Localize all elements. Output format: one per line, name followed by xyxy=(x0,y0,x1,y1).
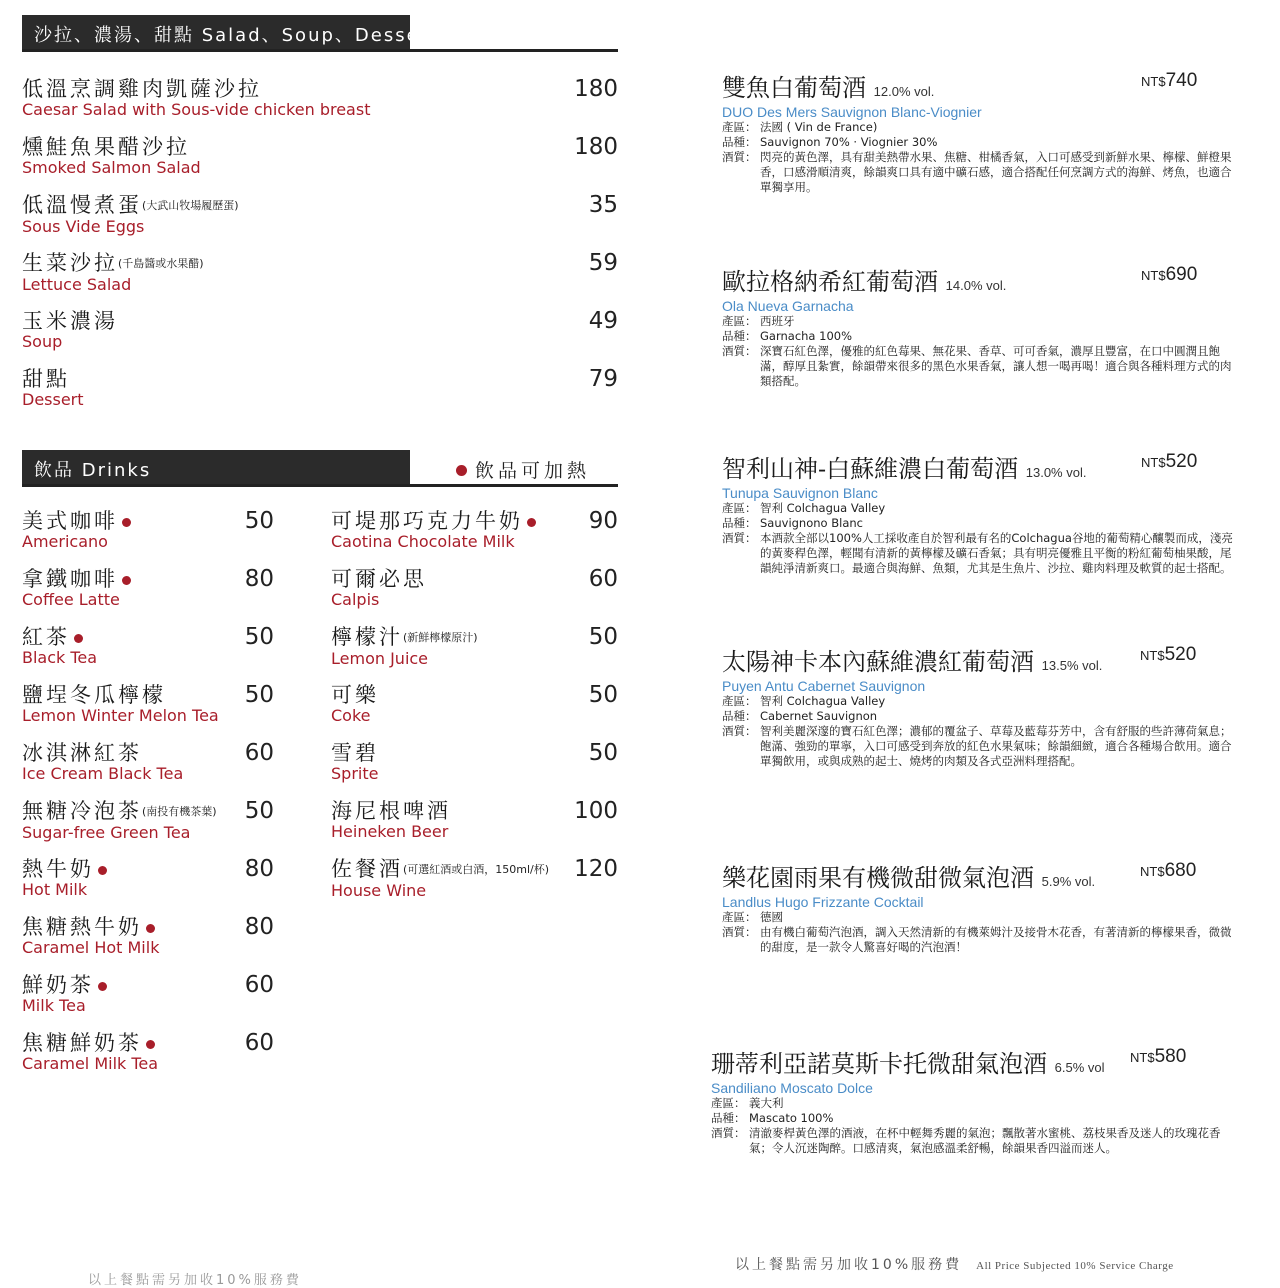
drink-name-zh-text: 佐餐酒 xyxy=(331,857,403,881)
wine-price-value: 520 xyxy=(1164,644,1197,665)
wine-detail-value: 智利美麗深邃的寶石紅色澤；濃郁的覆盆子、草莓及藍莓芬芳中，含有舒服的些許薄荷氣息；飽滿、強勁的單寧，入口可感受到奔放的紅色水果氣味；餘韻細緻，適合各種場合飲用。適合單獨飲用，或與成熟的起士、燒烤的肉類及各式亞洲料理搭配。 xyxy=(760,724,1232,768)
wine-detail-value: Sauvignono Blanc xyxy=(760,516,863,530)
section-divider xyxy=(22,484,618,487)
drink-name-en: Sprite xyxy=(331,764,379,783)
hot-dot-icon xyxy=(98,982,107,991)
drink-name-zh-text: 焦糖鮮奶茶 xyxy=(22,1031,142,1055)
wine-item xyxy=(722,262,1242,389)
drink-price: 60 xyxy=(244,1030,274,1056)
wine-currency: NT$ xyxy=(1140,864,1165,879)
drink-name-en: Coffee Latte xyxy=(22,590,120,609)
hot-dot-icon xyxy=(122,576,131,585)
wine-name-text: 樂花園雨果有機微甜微氣泡酒 xyxy=(722,864,1034,892)
drink-name-zh-text: 鹽埕冬瓜檸檬 xyxy=(22,683,166,707)
wine-detail-row xyxy=(722,135,1242,150)
drink-price: 60 xyxy=(588,566,618,592)
drink-name-en: Milk Tea xyxy=(22,996,86,1015)
drink-item xyxy=(22,856,107,900)
drink-item xyxy=(331,682,379,726)
drink-item xyxy=(331,566,427,610)
wine-detail-value: Cabernet Sauvignon xyxy=(760,709,878,723)
menu-item xyxy=(22,134,201,178)
wine-name-en: Sandiliano Moscato Dolce xyxy=(711,1080,873,1096)
drink-name-zh-text: 海尼根啤酒 xyxy=(331,799,451,823)
wine-detail-label: 酒質： xyxy=(711,1126,746,1140)
service-charge-note xyxy=(735,1254,1174,1274)
menu-item xyxy=(22,308,118,352)
wine-detail-value: 本酒款全部以100%人工採收產自於智利最有名的Colchagua谷地的葡萄精心釀製而成，淺亮的黃麥稈色澤，輕聞有清新的黃檸檬及礦石香氣；具有明亮優雅且平衡的粉紅葡萄柚果酸，尾韻純淨清新爽口。最適合與海鮮、魚類，尤其是生魚片、沙拉、雞肉料理及軟質的起士搭配。 xyxy=(760,531,1233,575)
drink-item xyxy=(331,624,478,669)
wine-detail-row xyxy=(722,150,1242,195)
wine-detail-value: Mascato 100% xyxy=(749,1111,834,1125)
wine-abv: 14.0% vol. xyxy=(945,278,1007,293)
drink-name-zh xyxy=(331,682,379,708)
item-price: 180 xyxy=(574,134,618,160)
drink-item xyxy=(22,508,131,552)
drink-name-en: Americano xyxy=(22,532,108,551)
drink-price: 60 xyxy=(244,972,274,998)
wine-currency: NT$ xyxy=(1140,648,1165,663)
section-divider xyxy=(22,49,618,52)
drink-price: 80 xyxy=(244,566,274,592)
wine-item xyxy=(722,68,1242,195)
wine-name-en: Puyen Antu Cabernet Sauvignon xyxy=(722,678,926,694)
drink-name-zh xyxy=(22,972,107,998)
item-note: (千島醬或水果醋) xyxy=(118,257,204,270)
drink-name-en: Sugar-free Green Tea xyxy=(22,823,191,842)
wine-item xyxy=(722,858,1242,955)
wine-detail-row xyxy=(711,1096,1231,1111)
wine-detail-label: 產區： xyxy=(722,910,757,924)
wine-currency: NT$ xyxy=(1141,455,1166,470)
hot-dot-icon xyxy=(146,924,155,933)
wine-price-value: 690 xyxy=(1165,264,1198,285)
drink-name-zh-text: 可爾必思 xyxy=(331,567,427,591)
wine-detail-label: 酒質： xyxy=(722,150,757,164)
wine-price xyxy=(1140,860,1196,882)
menu-item xyxy=(22,76,370,120)
wine-currency: NT$ xyxy=(1141,74,1166,89)
wine-name-text: 珊蒂利亞諾莫斯卡托微甜氣泡酒 xyxy=(711,1050,1047,1078)
wine-price xyxy=(1140,644,1196,666)
drink-name-en: Caramel Hot Milk xyxy=(22,938,160,957)
drink-name-en: Hot Milk xyxy=(22,880,88,899)
drink-name-en: Heineken Beer xyxy=(331,822,449,841)
wine-detail-label: 產區： xyxy=(711,1096,746,1110)
wine-detail-label: 品種： xyxy=(711,1111,746,1125)
drink-name-zh xyxy=(22,682,219,708)
wine-price-value: 580 xyxy=(1154,1046,1187,1067)
drink-name-en: Lemon Winter Melon Tea xyxy=(22,706,219,725)
drink-price: 90 xyxy=(588,508,618,534)
drink-name-en: Black Tea xyxy=(22,648,98,667)
drink-price: 50 xyxy=(244,798,274,824)
wine-item xyxy=(722,642,1242,769)
drink-name-zh xyxy=(22,740,183,766)
wine-detail-row xyxy=(711,1111,1231,1126)
drink-item xyxy=(22,624,97,668)
wine-price xyxy=(1141,264,1197,286)
item-name-zh xyxy=(22,308,118,334)
hot-note-text: 飲品可加熱 xyxy=(475,460,591,482)
wine-detail-value: 智利 Colchagua Valley xyxy=(760,501,886,515)
wine-detail-value: 西班牙 xyxy=(760,314,795,328)
wine-detail-value: 智利 Colchagua Valley xyxy=(760,694,886,708)
hot-available-note xyxy=(456,456,590,483)
wine-price-value: 680 xyxy=(1164,860,1197,881)
wine-name-text: 智利山神-白蘇維濃白葡萄酒 xyxy=(722,455,1019,483)
wine-item xyxy=(711,1044,1231,1156)
wine-detail-row xyxy=(722,501,1242,516)
wine-detail-value: 由有機白葡萄汽泡酒，調入天然清新的有機萊姆汁及接骨木花香，有著清新的檸檬果香，微微的甜度，是一款令人驚喜好喝的汽泡酒！ xyxy=(760,925,1232,954)
drink-price: 50 xyxy=(244,624,274,650)
wine-name-en: Tunupa Sauvignon Blanc xyxy=(722,485,878,501)
wine-name-text: 雙魚白葡萄酒 xyxy=(722,74,866,102)
wine-detail-label: 品種： xyxy=(722,135,757,149)
drink-note: (新鮮檸檬原汁) xyxy=(403,631,478,644)
wine-detail-value: 清澈麥桿黃色澤的酒液，在杯中輕舞秀麗的氣泡；飄散著水蜜桃、荔枝果香及迷人的玫瑰花香氣；令人沉迷陶醉。口感清爽，氣泡感溫柔舒暢，餘韻果香四溢而迷人。 xyxy=(749,1126,1221,1155)
item-name-en: Lettuce Salad xyxy=(22,275,132,294)
wine-detail-label: 酒質： xyxy=(722,344,757,358)
drink-name-zh xyxy=(22,508,131,534)
wine-detail-label: 產區： xyxy=(722,314,757,328)
drink-price: 50 xyxy=(244,508,274,534)
wine-detail-label: 品種： xyxy=(722,329,757,343)
section-header-salad xyxy=(22,15,439,51)
drink-name-zh xyxy=(22,624,97,650)
drink-name-en: Caotina Chocolate Milk xyxy=(331,532,515,551)
drink-name-en: House Wine xyxy=(331,881,427,900)
drink-price: 50 xyxy=(588,740,618,766)
service-charge-note-left: 以上餐點需另加收10%服務費 xyxy=(88,1273,302,1288)
drink-name-zh-text: 無糖冷泡茶 xyxy=(22,799,142,823)
wine-detail-value: 法國 ( Vin de France) xyxy=(760,120,878,134)
wine-detail-label: 酒質： xyxy=(722,531,757,545)
drink-item xyxy=(331,798,451,842)
drink-name-zh-text: 熱牛奶 xyxy=(22,857,94,881)
hot-dot-icon xyxy=(122,518,131,527)
drink-name-zh-text: 雪碧 xyxy=(331,741,379,765)
item-name-zh-text: 低溫烹調雞肉凱薩沙拉 xyxy=(22,77,262,101)
item-name-zh-text: 低溫慢煮蛋 xyxy=(22,193,142,217)
wine-detail-row xyxy=(722,709,1242,724)
drink-name-zh-text: 檸檬汁 xyxy=(331,625,403,649)
drink-item xyxy=(22,972,107,1016)
item-name-en: Sous Vide Eggs xyxy=(22,217,145,236)
item-name-en: Smoked Salmon Salad xyxy=(22,158,201,177)
item-name-zh xyxy=(22,76,370,102)
wine-detail-row xyxy=(722,120,1242,135)
drink-name-zh xyxy=(22,798,217,825)
drink-item xyxy=(22,914,159,958)
drink-item xyxy=(22,740,183,784)
wine-price xyxy=(1141,70,1197,92)
wine-abv: 6.5% vol xyxy=(1054,1060,1105,1075)
item-note: (大武山牧場履歷蛋) xyxy=(142,199,239,212)
wine-detail-label: 品種： xyxy=(722,516,757,530)
drink-name-zh xyxy=(22,856,107,882)
item-price: 35 xyxy=(588,192,618,218)
wine-detail-label: 品種： xyxy=(722,709,757,723)
wine-price xyxy=(1141,451,1197,473)
drink-price: 120 xyxy=(574,856,618,882)
wine-detail-label: 產區： xyxy=(722,120,757,134)
wine-abv: 13.0% vol. xyxy=(1025,465,1087,480)
section-header-drinks xyxy=(22,450,410,486)
wine-detail-row xyxy=(711,1126,1231,1156)
item-name-zh xyxy=(22,134,201,160)
drink-name-zh xyxy=(331,798,451,824)
item-price: 49 xyxy=(588,308,618,334)
wine-detail-value: 閃亮的黃色澤，具有甜美熱帶水果、焦糖、柑橘香氣，入口可感受到新鮮水果、檸檬、鮮橙果香，口感滑順清爽，餘韻爽口具有適中礦石感，適合搭配任何烹調方式的海鮮、烤魚，也適合單獨享用。 xyxy=(760,150,1232,194)
menu-item xyxy=(22,192,239,237)
wine-detail-label: 產區： xyxy=(722,694,757,708)
drink-name-zh xyxy=(331,740,379,766)
drink-item xyxy=(22,682,219,726)
item-price: 59 xyxy=(588,250,618,276)
wine-abv: 13.5% vol. xyxy=(1041,658,1103,673)
section-title: 沙拉、濃湯、甜點 Salad、Soup、Dessert xyxy=(34,25,439,46)
wine-detail-row xyxy=(722,724,1242,769)
wine-name-text: 太陽神卡本內蘇維濃紅葡萄酒 xyxy=(722,648,1034,676)
drink-name-zh-text: 拿鐵咖啡 xyxy=(22,567,118,591)
wine-price xyxy=(1130,1046,1186,1068)
drink-item xyxy=(331,856,549,901)
service-charge-zh: 以上餐點需另加收10%服務費 xyxy=(735,1257,963,1273)
wine-name-en: DUO Des Mers Sauvignon Blanc-Viognier xyxy=(722,104,982,120)
drink-name-en: Lemon Juice xyxy=(331,649,429,668)
drink-name-zh-text: 鮮奶茶 xyxy=(22,973,94,997)
drink-name-zh xyxy=(331,624,478,651)
drink-item xyxy=(22,798,217,843)
drink-price: 50 xyxy=(588,624,618,650)
drink-name-zh-text: 冰淇淋紅茶 xyxy=(22,741,142,765)
menu-item xyxy=(22,250,204,295)
drink-name-zh-text: 可樂 xyxy=(331,683,379,707)
wine-detail-row xyxy=(722,314,1242,329)
wine-detail-value: 深寶石紅色澤，優雅的紅色莓果、無花果、香草、可可香氣，濃厚且豐富，在口中圓潤且飽滿，醇厚且紮實，餘韻帶來很多的黑色水果香氣，讓人想一喝再喝！適合與各種料理方式的肉類搭配。 xyxy=(760,344,1232,388)
wine-name-text: 歐拉格納希紅葡萄酒 xyxy=(722,268,938,296)
item-name-zh-text: 生菜沙拉 xyxy=(22,251,118,275)
item-name-zh-text: 甜點 xyxy=(22,367,70,391)
drink-price: 80 xyxy=(244,914,274,940)
item-price: 79 xyxy=(588,366,618,392)
wine-currency: NT$ xyxy=(1141,268,1166,283)
wine-detail-row xyxy=(722,516,1242,531)
wine-detail-value: 德國 xyxy=(760,910,783,924)
drink-price: 80 xyxy=(244,856,274,882)
drink-item xyxy=(22,1030,158,1074)
item-name-zh xyxy=(22,250,204,277)
item-name-en: Caesar Salad with Sous-vide chicken breast xyxy=(22,100,371,119)
drink-name-zh xyxy=(331,508,536,534)
drink-name-en: Coke xyxy=(331,706,371,725)
item-name-zh xyxy=(22,192,239,219)
item-name-en: Soup xyxy=(22,332,63,351)
wine-detail-row xyxy=(722,344,1242,389)
hot-dot-icon xyxy=(527,518,536,527)
drink-note: (可選紅酒或白酒，150ml/杯) xyxy=(403,863,550,876)
item-name-zh xyxy=(22,366,84,392)
drink-name-zh xyxy=(22,566,131,592)
drink-price: 50 xyxy=(588,682,618,708)
item-name-zh-text: 燻鮭魚果醋沙拉 xyxy=(22,135,190,159)
drink-item xyxy=(331,740,379,784)
wine-name-en: Ola Nueva Garnacha xyxy=(722,298,854,314)
hot-dot-icon xyxy=(98,866,107,875)
hot-dot-icon xyxy=(456,465,467,476)
wine-detail-row xyxy=(722,694,1242,709)
drink-name-zh-text: 美式咖啡 xyxy=(22,509,118,533)
item-price: 180 xyxy=(574,76,618,102)
wine-detail-value: Sauvignon 70% · Viognier 30% xyxy=(760,135,938,149)
drink-price: 50 xyxy=(244,682,274,708)
wine-detail-row xyxy=(722,329,1242,344)
item-name-zh-text: 玉米濃湯 xyxy=(22,309,118,333)
drink-item xyxy=(22,566,131,610)
wine-detail-label: 酒質： xyxy=(722,925,757,939)
wine-currency: NT$ xyxy=(1130,1050,1155,1065)
wine-item xyxy=(722,449,1242,576)
wine-name-en: Landlus Hugo Frizzante Cocktail xyxy=(722,894,924,910)
drink-name-zh-text: 焦糖熱牛奶 xyxy=(22,915,142,939)
drink-name-en: Calpis xyxy=(331,590,380,609)
drink-name-zh xyxy=(331,856,549,883)
drink-name-en: Caramel Milk Tea xyxy=(22,1054,159,1073)
section-title: 飲品 Drinks xyxy=(34,460,152,481)
item-name-en: Dessert xyxy=(22,390,84,409)
wine-detail-row xyxy=(722,910,1242,925)
drink-price: 100 xyxy=(574,798,618,824)
hot-dot-icon xyxy=(146,1040,155,1049)
menu-item xyxy=(22,366,84,410)
hot-dot-icon xyxy=(74,634,83,643)
wine-detail-value: Garnacha 100% xyxy=(760,329,853,343)
drink-item xyxy=(331,508,536,552)
drink-name-zh-text: 可堤那巧克力牛奶 xyxy=(331,509,523,533)
drink-price: 60 xyxy=(244,740,274,766)
service-charge-en: All Price Subjected 10% Service Charge xyxy=(976,1260,1174,1272)
wine-detail-value: 義大利 xyxy=(749,1096,784,1110)
drink-name-zh xyxy=(22,914,159,940)
wine-detail-label: 產區： xyxy=(722,501,757,515)
wine-price-value: 740 xyxy=(1165,70,1198,91)
drink-name-zh xyxy=(22,1030,158,1056)
wine-abv: 12.0% vol. xyxy=(873,84,935,99)
wine-abv: 5.9% vol. xyxy=(1041,874,1096,889)
drink-name-zh xyxy=(331,566,427,592)
wine-price-value: 520 xyxy=(1165,451,1198,472)
drink-name-zh-text: 紅茶 xyxy=(22,625,70,649)
wine-detail-row xyxy=(722,531,1242,576)
drink-note: (南投有機茶葉) xyxy=(142,805,217,818)
drink-name-en: Ice Cream Black Tea xyxy=(22,764,184,783)
wine-detail-row xyxy=(722,925,1242,955)
wine-detail-label: 酒質： xyxy=(722,724,757,738)
